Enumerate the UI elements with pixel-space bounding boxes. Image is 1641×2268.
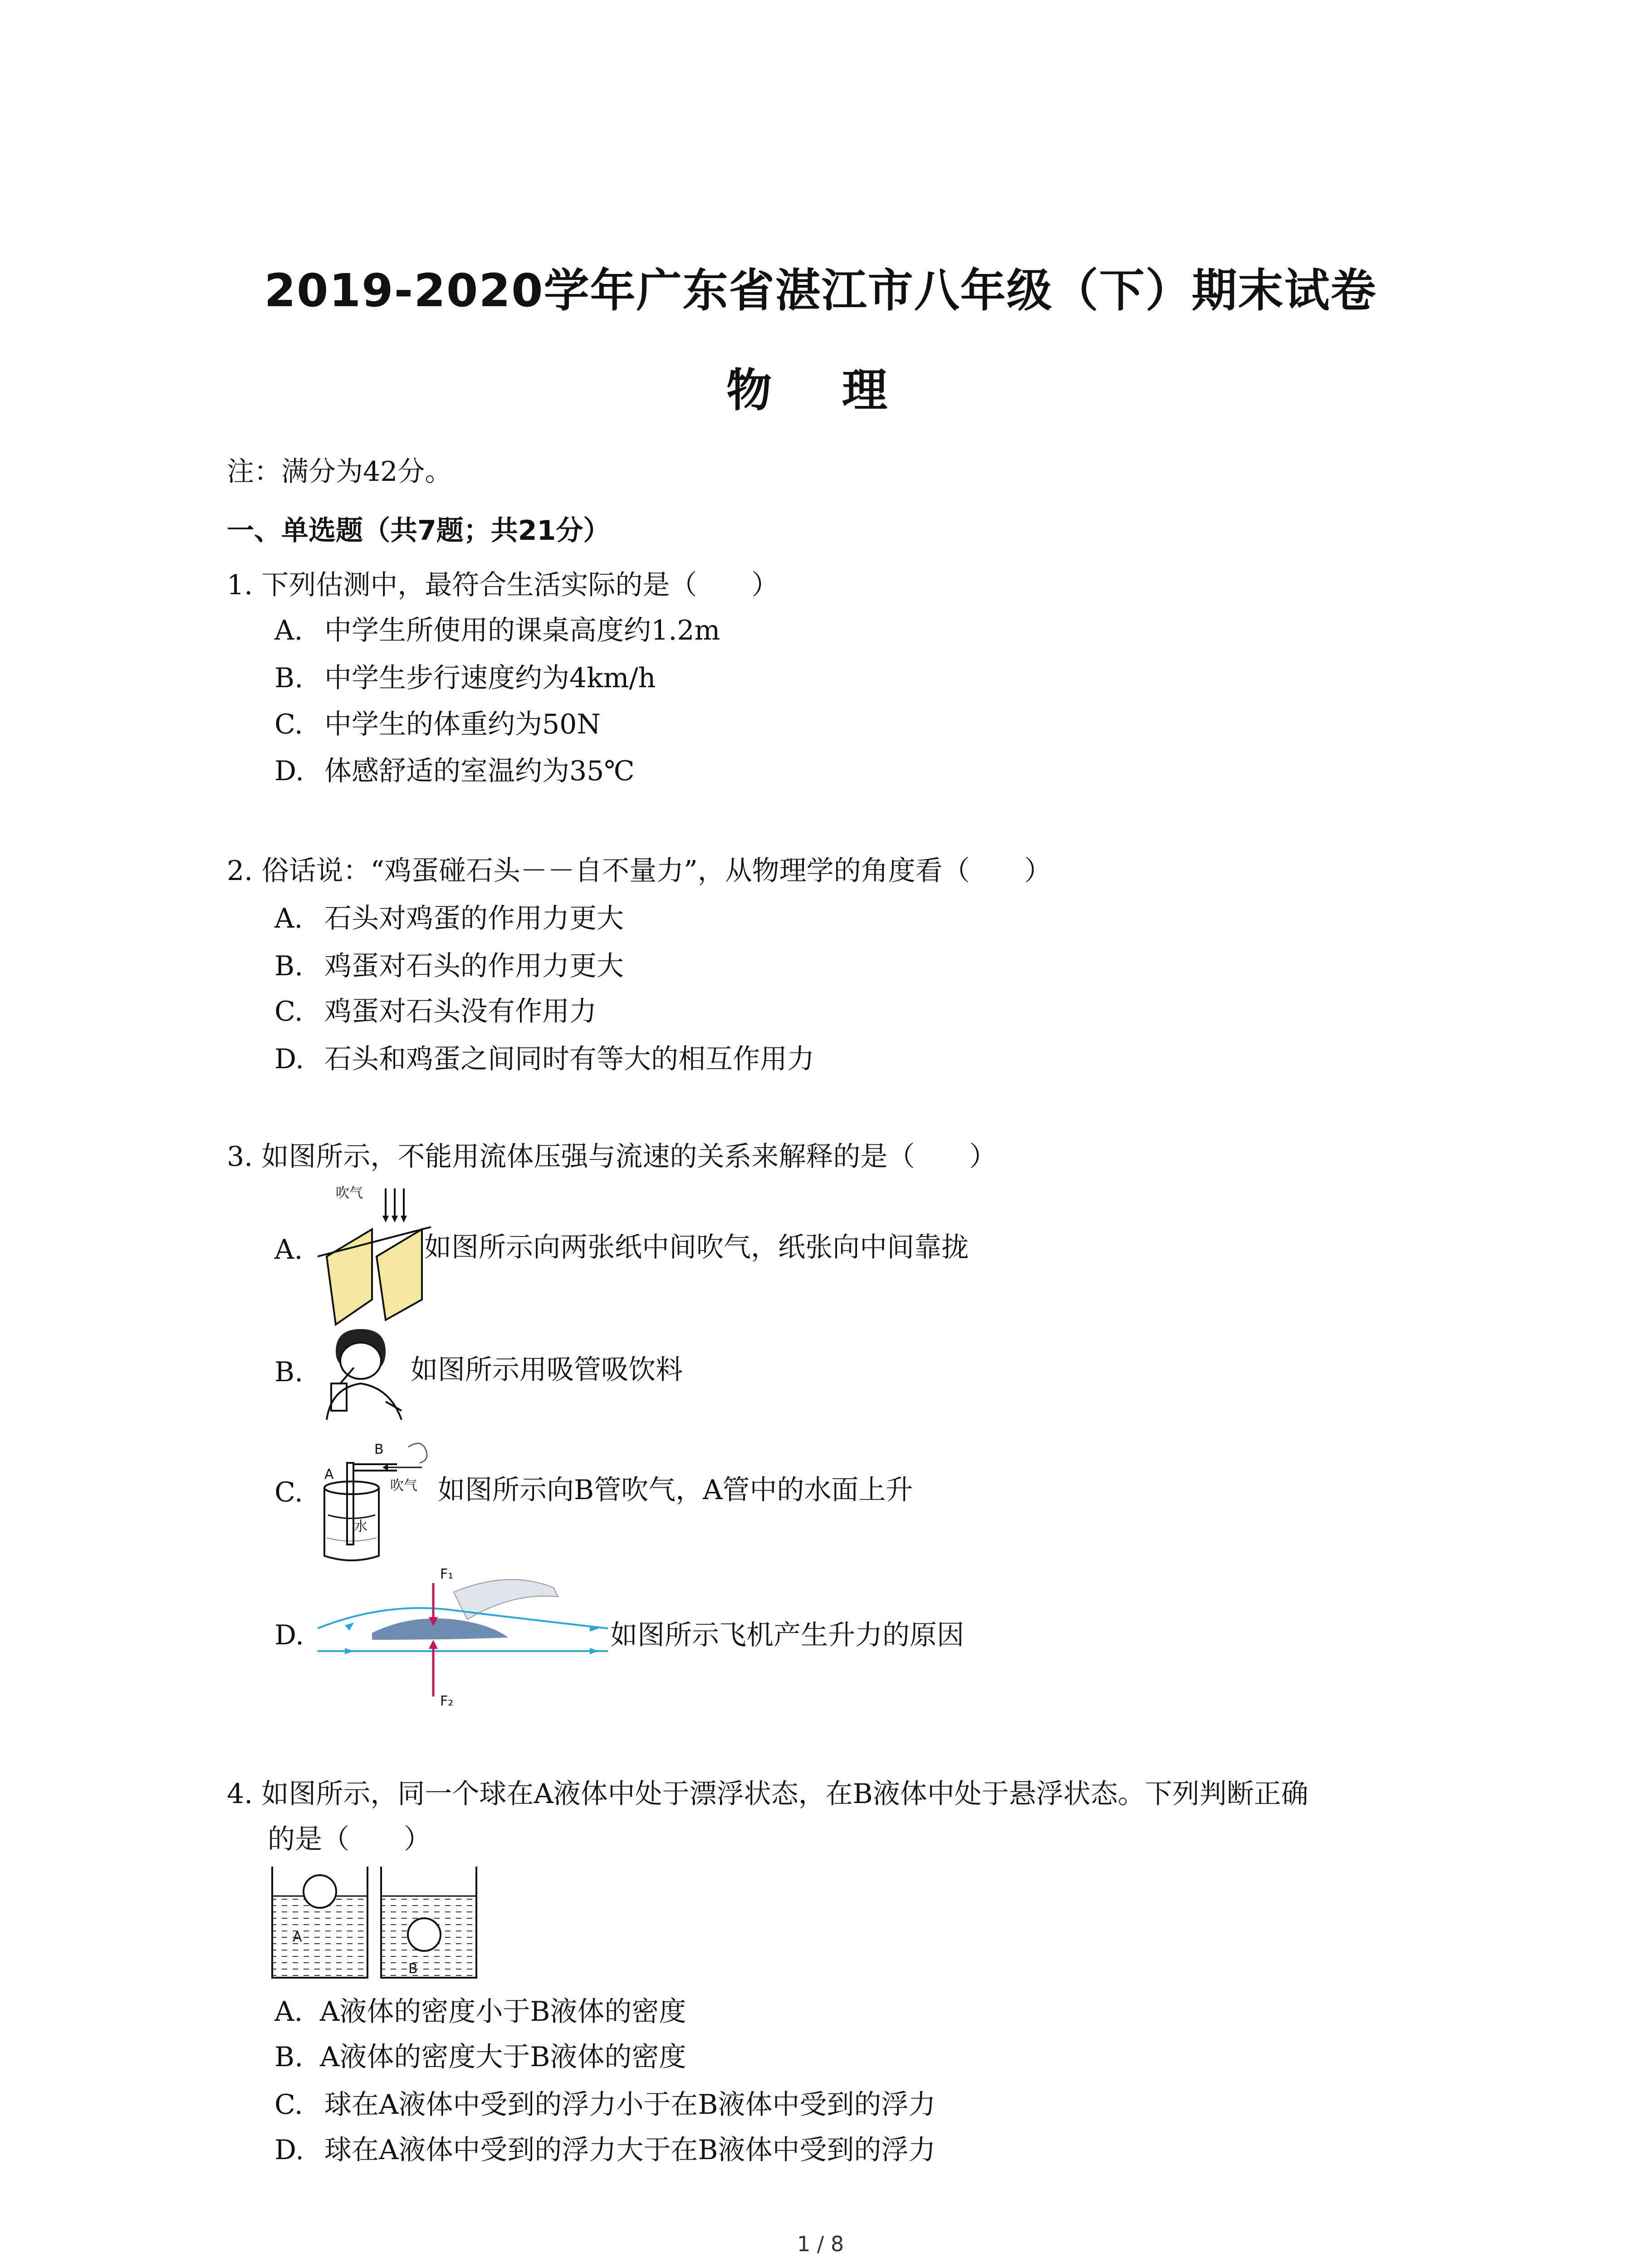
section-heading: 一、单选题（共7题；共21分）	[227, 515, 611, 547]
q1-option-d: 体感舒适的室温约为35℃	[324, 755, 635, 787]
q3a-figure-papers	[318, 1179, 436, 1325]
q4-option-b: A液体的密度大于B液体的密度	[320, 2041, 686, 2073]
q3d-figure-airfoil	[318, 1560, 608, 1710]
q3c-label-b: B	[374, 1442, 384, 1457]
q3a-blow-label: 吹气	[336, 1185, 363, 1201]
q2-option-b-letter: B.	[274, 950, 304, 982]
q3-option-a: 如图所示向两张纸中间吹气，纸张向中间靠拢	[424, 1232, 969, 1263]
q2-option-a: 石头对鸡蛋的作用力更大	[324, 903, 624, 934]
q3-option-c: 如图所示向B管吹气，A管中的水面上升	[438, 1474, 913, 1506]
q3-option-b: 如图所示用吸管吸饮料	[411, 1354, 683, 1386]
q1-option-c: 中学生的体重约为50N	[324, 709, 601, 740]
q4-option-b-letter: B.	[274, 2041, 304, 2073]
subject-title: 物 理	[726, 364, 915, 417]
q3-option-d: 如图所示飞机产生升力的原因	[610, 1619, 964, 1651]
q1-option-c-letter: C.	[274, 709, 303, 740]
q3c-figure-beaker-tubes	[320, 1429, 438, 1565]
q3c-label-a: A	[324, 1466, 334, 1482]
q1-option-b: 中学生步行速度约为4km/h	[324, 662, 656, 694]
q2-option-c-letter: C.	[274, 996, 303, 1027]
q4-container-b-label: B	[408, 1961, 418, 1977]
q2-option-a-letter: A.	[274, 903, 303, 934]
note: 注：满分为42分。	[227, 456, 452, 488]
page-number: 1 / 8	[797, 2232, 844, 2256]
q3d-label-f2: F₂	[440, 1693, 454, 1709]
q4-figure-containers	[270, 1864, 479, 1982]
q1-option-a: 中学生所使用的课桌高度约1.2m	[324, 615, 720, 646]
q3-option-b-letter: B.	[274, 1356, 304, 1388]
q1-option-a-letter: A.	[274, 615, 303, 646]
q4-option-c: 球在A液体中受到的浮力小于在B液体中受到的浮力	[324, 2089, 936, 2121]
q2-option-d: 石头和鸡蛋之间同时有等大的相互作用力	[324, 1043, 814, 1075]
q3d-label-f1: F₁	[440, 1566, 454, 1582]
q3c-blow-label: 吹气	[390, 1478, 417, 1494]
page-title: 2019-2020学年广东省湛江市八年级（下）期末试卷	[264, 264, 1377, 317]
q3-stem: 3. 如图所示，不能用流体压强与流速的关系来解释的是（ ）	[227, 1141, 997, 1173]
q3b-figure-child-straw	[318, 1325, 408, 1424]
q4-option-a: A液体的密度小于B液体的密度	[320, 1996, 686, 2028]
q2-option-b: 鸡蛋对石头的作用力更大	[324, 950, 624, 982]
q4-option-d: 球在A液体中受到的浮力大于在B液体中受到的浮力	[324, 2134, 936, 2166]
q2-option-c: 鸡蛋对石头没有作用力	[324, 996, 597, 1027]
q1-option-d-letter: D.	[274, 755, 304, 787]
q4-option-a-letter: A.	[274, 1996, 303, 2028]
q3c-water-label: 水	[354, 1519, 367, 1535]
q1-option-b-letter: B.	[274, 662, 304, 694]
q4-option-d-letter: D.	[274, 2134, 304, 2166]
q4-container-a-label: A	[293, 1929, 302, 1945]
q2-stem: 2. 俗话说：“鸡蛋碰石头－－自不量力”，从物理学的角度看（ ）	[227, 855, 1052, 887]
q2-option-d-letter: D.	[274, 1043, 304, 1075]
q3-option-a-letter: A.	[274, 1234, 303, 1266]
q4-stem-line1: 4. 如图所示，同一个球在A液体中处于漂浮状态，在B液体中处于悬浮状态。下列判断正确	[227, 1778, 1308, 1810]
q3-option-d-letter: D.	[274, 1619, 304, 1651]
q4-option-c-letter: C.	[274, 2089, 303, 2121]
q3-option-c-letter: C.	[274, 1476, 303, 1508]
q1-stem: 1. 下列估测中，最符合生活实际的是（ ）	[227, 569, 779, 601]
q4-stem-line2: 的是（ ）	[268, 1823, 431, 1855]
